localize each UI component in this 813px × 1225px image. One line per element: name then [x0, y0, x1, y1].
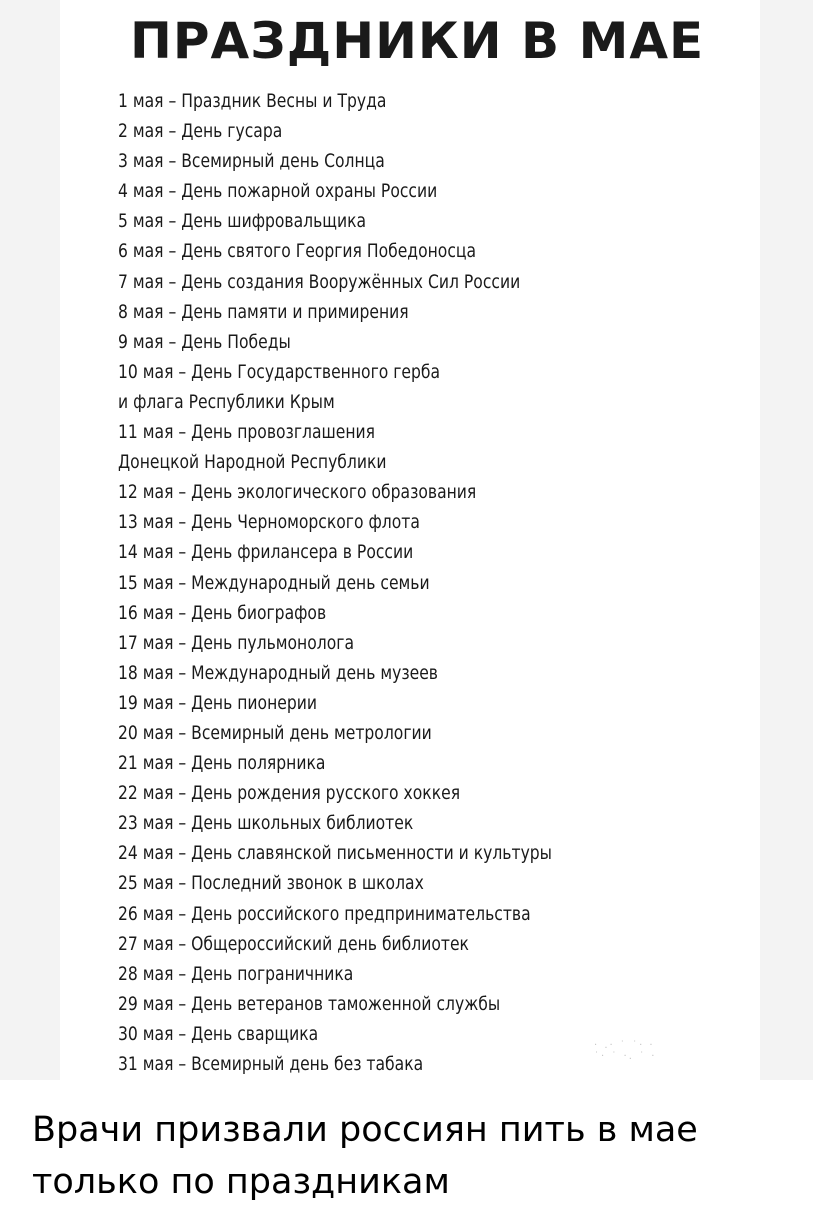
- holiday-line: 19 мая – День пионерии: [118, 691, 317, 714]
- holiday-line: 21 мая – День полярника: [118, 752, 326, 775]
- holiday-line: 18 мая – Международный день музеев: [118, 661, 438, 684]
- holiday-line: 25 мая – Последний звонок в школах: [118, 872, 424, 895]
- holiday-line: 11 мая – День провозглашения: [118, 421, 376, 444]
- holiday-line: 1 мая – Праздник Весны и Труда: [118, 90, 387, 112]
- post-caption: Врачи призвали россиян пить в мае только по праздникам: [32, 1110, 698, 1202]
- holiday-line: 31 мая – Всемирный день без табака: [118, 1053, 424, 1075]
- holiday-line: Донецкой Народной Республики: [118, 451, 387, 474]
- holiday-line: 28 мая – День пограничника: [118, 962, 354, 985]
- watermark-marks: · .· ˙ ˙· · ˙· ˙ ·. ˙ ·: [594, 1040, 657, 1062]
- holiday-line: 9 мая – День Победы: [118, 330, 291, 353]
- holiday-line: и флага Республики Крым: [118, 390, 335, 413]
- holiday-line: 24 мая – День славянской письменности и культуры: [118, 842, 552, 865]
- holiday-line: 17 мая – День пульмонолога: [118, 631, 355, 654]
- holiday-line: 30 мая – День сварщика: [118, 1022, 319, 1045]
- holiday-line: 3 мая – Всемирный день Солнца: [118, 150, 385, 173]
- holiday-line: 7 мая – День создания Вооружённых Сил России: [118, 270, 521, 293]
- holiday-list: [118, 86, 552, 1079]
- holiday-line: 29 мая – День ветеранов таможенной службы: [118, 992, 501, 1015]
- holiday-line: 16 мая – День биографов: [118, 601, 327, 624]
- holiday-line: 13 мая – День Черноморского флота: [118, 511, 420, 534]
- holiday-line: 4 мая – День пожарной охраны России: [118, 180, 438, 203]
- holiday-line: 27 мая – Общероссийский день библиотек: [118, 932, 469, 955]
- holiday-line: 12 мая – День экологического образования: [118, 481, 477, 504]
- holiday-line: 10 мая – День Государственного герба: [118, 360, 441, 383]
- holiday-line: 26 мая – День российского предпринимательства: [118, 902, 531, 925]
- holiday-line: 8 мая – День памяти и примирения: [118, 300, 409, 323]
- holiday-line: 5 мая – День шифровальщика: [118, 210, 367, 233]
- holiday-line: 20 мая – Всемирный день метрологии: [118, 721, 432, 744]
- holiday-line: 6 мая – День святого Георгия Победоносца: [118, 240, 477, 263]
- holiday-line: 22 мая – День рождения русского хоккея: [118, 782, 461, 805]
- poster-title: ПРАЗДНИКИ В МАЕ: [130, 12, 705, 70]
- holiday-line: 2 мая – День гусара: [118, 120, 283, 143]
- holiday-line: 23 мая – День школьных библиотек: [118, 812, 414, 835]
- holiday-line: 14 мая – День фрилансера в России: [118, 541, 414, 564]
- holiday-line: 15 мая – Международный день семьи: [118, 571, 430, 594]
